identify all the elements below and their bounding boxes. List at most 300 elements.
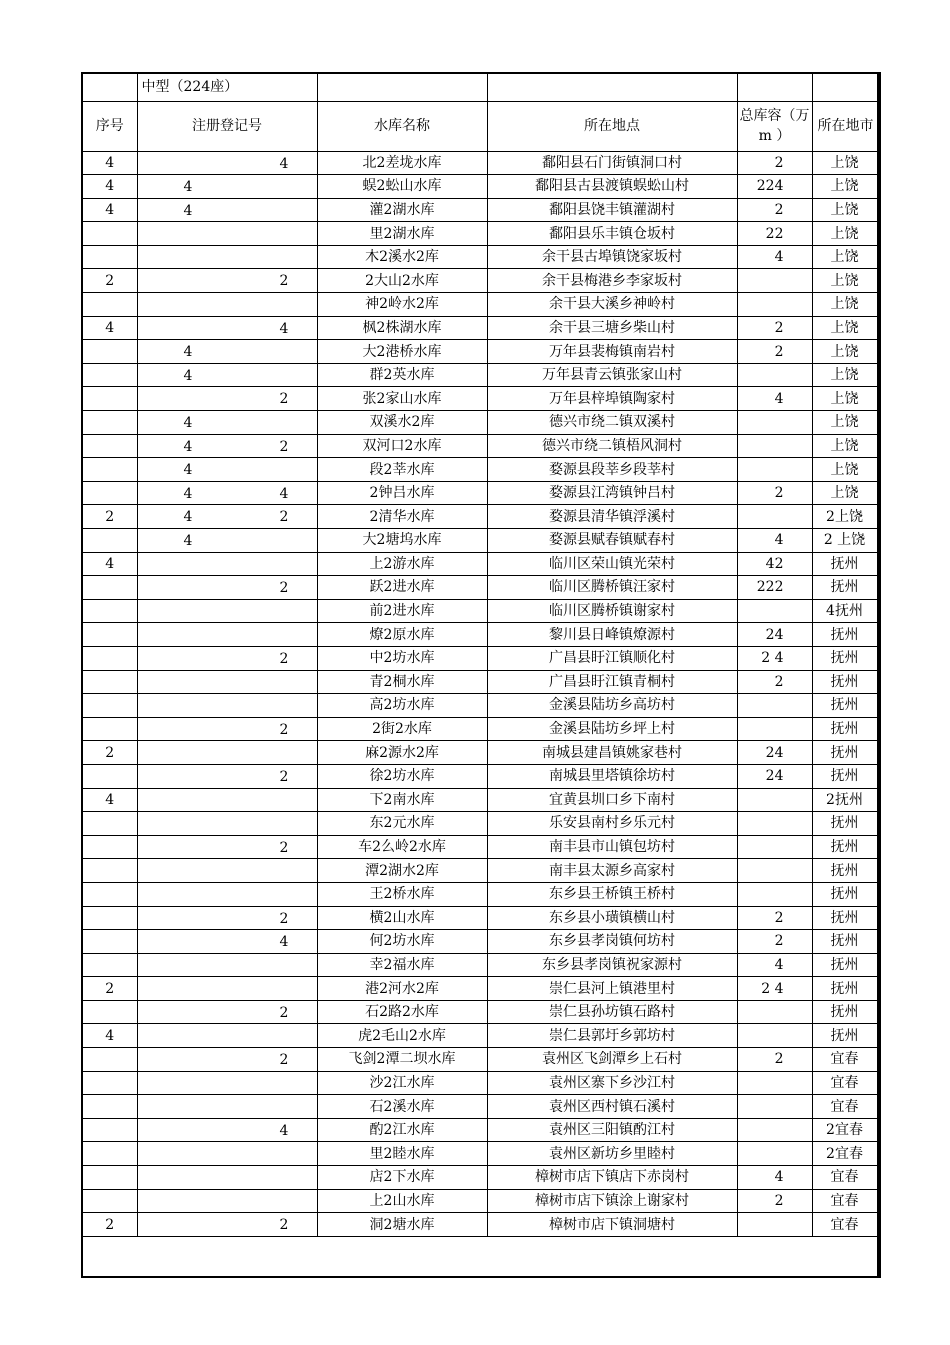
row-capacity: 2 4	[737, 646, 812, 670]
row-capacity: 4	[737, 529, 812, 553]
row-location: 临川区腾桥镇汪家村	[487, 576, 737, 600]
table-row	[83, 151, 879, 175]
row-location: 东乡县孝岗镇何坊村	[487, 930, 737, 954]
row-name: 港2河水2库	[317, 977, 487, 1001]
row-reg	[137, 552, 317, 576]
row-capacity	[737, 1118, 812, 1142]
row-no	[83, 694, 137, 718]
row-name: 徐2坊水库	[317, 764, 487, 788]
row-reg-a: 4	[183, 367, 193, 384]
table-row	[83, 906, 879, 930]
row-city: 2宜春	[812, 1118, 879, 1142]
table-row	[83, 1189, 879, 1213]
row-name: 潭2湖水2库	[317, 859, 487, 883]
row-city: 抚州	[812, 835, 879, 859]
row-capacity	[737, 694, 812, 718]
row-location: 鄱阳县石门街镇洞口村	[487, 151, 737, 175]
row-reg-b: 2	[279, 1004, 289, 1021]
row-reg	[137, 151, 317, 175]
row-city: 上饶	[812, 458, 879, 482]
section-blank-cell	[83, 74, 137, 101]
row-no	[83, 529, 137, 553]
row-reg-a: 4	[183, 509, 193, 526]
header-no: 序号	[83, 101, 137, 151]
row-city: 2 上饶	[812, 529, 879, 553]
row-reg	[137, 1166, 317, 1190]
table-row	[83, 1095, 879, 1119]
table-row	[83, 882, 879, 906]
header-city: 所在地市	[812, 101, 879, 151]
table-row	[83, 788, 879, 812]
table-row	[83, 552, 879, 576]
row-name: 麻2源水2库	[317, 741, 487, 765]
row-location: 余干县大溪乡神岭村	[487, 293, 737, 317]
row-name: 虎2毛山2水库	[317, 1024, 487, 1048]
row-city: 上饶	[812, 411, 879, 435]
row-reg	[137, 387, 317, 411]
row-no	[83, 434, 137, 458]
row-no	[83, 859, 137, 883]
header-capacity: 总库容（万m ）	[737, 101, 812, 151]
row-location: 东乡县王桥镇王桥村	[487, 882, 737, 906]
row-city: 上饶	[812, 363, 879, 387]
row-location: 余干县梅港乡李家坂村	[487, 269, 737, 293]
row-no	[83, 930, 137, 954]
table-row	[83, 1048, 879, 1072]
table-row	[83, 316, 879, 340]
row-location: 婺源县江湾镇钟吕村	[487, 481, 737, 505]
row-capacity	[737, 835, 812, 859]
section-row	[83, 74, 879, 101]
row-city: 抚州	[812, 694, 879, 718]
row-reg-b: 4	[279, 485, 289, 502]
table-row	[83, 198, 879, 222]
row-name: 横2山水库	[317, 906, 487, 930]
row-name: 段2莘水库	[317, 458, 487, 482]
row-city: 抚州	[812, 953, 879, 977]
row-capacity: 2	[737, 1189, 812, 1213]
table-row	[83, 1166, 879, 1190]
row-city: 2宜春	[812, 1142, 879, 1166]
table-row	[83, 670, 879, 694]
row-name: 里2湖水库	[317, 222, 487, 246]
row-reg-b: 2	[279, 273, 289, 290]
row-name: 木2溪水2库	[317, 245, 487, 269]
row-city: 上饶	[812, 151, 879, 175]
table-row	[83, 812, 879, 836]
table-row	[83, 599, 879, 623]
row-reg	[137, 1048, 317, 1072]
row-city: 抚州	[812, 859, 879, 883]
row-location: 袁州区三阳镇酌江村	[487, 1118, 737, 1142]
table-row	[83, 1213, 879, 1237]
row-city: 抚州	[812, 764, 879, 788]
row-reg-b: 4	[279, 1122, 289, 1139]
row-reg	[137, 1095, 317, 1119]
row-reg-b: 2	[279, 839, 289, 856]
row-no	[83, 1048, 137, 1072]
row-city: 抚州	[812, 812, 879, 836]
row-location: 袁州区飞剑潭乡上石村	[487, 1048, 737, 1072]
table-row	[83, 411, 879, 435]
row-reg-a: 4	[183, 179, 193, 196]
row-no	[83, 458, 137, 482]
row-location: 樟树市店下镇涂上谢家村	[487, 1189, 737, 1213]
table-row	[83, 481, 879, 505]
row-capacity: 2 4	[737, 977, 812, 1001]
row-name: 大2塘坞水库	[317, 529, 487, 553]
row-no: 4	[83, 788, 137, 812]
right-border	[877, 72, 881, 1278]
row-city: 宜春	[812, 1213, 879, 1237]
row-name: 北2差垅水库	[317, 151, 487, 175]
row-city: 抚州	[812, 930, 879, 954]
row-location: 广昌县盱江镇顺化村	[487, 646, 737, 670]
row-capacity: 24	[737, 623, 812, 647]
row-reg-b: 2	[279, 650, 289, 667]
row-capacity	[737, 269, 812, 293]
row-capacity	[737, 1024, 812, 1048]
row-location: 临川区腾桥镇谢家村	[487, 599, 737, 623]
row-location: 黎川县日峰镇燎源村	[487, 623, 737, 647]
row-location: 南城县里塔镇徐坊村	[487, 764, 737, 788]
row-location: 袁州区西村镇石溪村	[487, 1095, 737, 1119]
row-city: 上饶	[812, 198, 879, 222]
header-location: 所在地点	[487, 101, 737, 151]
row-capacity	[737, 293, 812, 317]
row-city: 抚州	[812, 906, 879, 930]
row-name: 前2进水库	[317, 599, 487, 623]
row-location: 婺源县赋春镇赋春村	[487, 529, 737, 553]
row-capacity: 222	[737, 576, 812, 600]
row-reg	[137, 458, 317, 482]
row-reg	[137, 316, 317, 340]
row-no	[83, 1189, 137, 1213]
table-row	[83, 387, 879, 411]
row-reg	[137, 1142, 317, 1166]
row-reg	[137, 882, 317, 906]
row-no	[83, 481, 137, 505]
row-city: 宜春	[812, 1189, 879, 1213]
header-row	[83, 101, 879, 151]
row-location: 万年县裴梅镇南岩村	[487, 340, 737, 364]
row-no: 4	[83, 316, 137, 340]
row-reg	[137, 812, 317, 836]
row-no	[83, 387, 137, 411]
row-reg	[137, 1213, 317, 1237]
row-no	[83, 1071, 137, 1095]
table-row	[83, 576, 879, 600]
row-city: 上饶	[812, 222, 879, 246]
row-reg	[137, 198, 317, 222]
row-reg-b: 2	[279, 1217, 289, 1234]
table-row	[83, 930, 879, 954]
table-row	[83, 741, 879, 765]
row-no	[83, 599, 137, 623]
row-capacity: 2	[737, 670, 812, 694]
row-capacity: 2	[737, 151, 812, 175]
row-no	[83, 717, 137, 741]
table-row	[83, 977, 879, 1001]
row-name: 中2坊水库	[317, 646, 487, 670]
row-reg	[137, 340, 317, 364]
row-reg-a: 4	[183, 438, 193, 455]
row-no: 2	[83, 269, 137, 293]
row-reg-a: 4	[183, 485, 193, 502]
header-reg: 注册登记号	[137, 101, 317, 151]
row-name: 酌2江水库	[317, 1118, 487, 1142]
table-row	[83, 363, 879, 387]
row-no	[83, 293, 137, 317]
row-no	[83, 1142, 137, 1166]
row-reg-b: 2	[279, 1052, 289, 1069]
row-capacity	[737, 458, 812, 482]
row-reg	[137, 717, 317, 741]
row-location: 崇仁县孙坊镇石路村	[487, 1000, 737, 1024]
row-city: 抚州	[812, 552, 879, 576]
row-city: 上饶	[812, 387, 879, 411]
row-reg	[137, 245, 317, 269]
row-name: 石2路2水库	[317, 1000, 487, 1024]
row-capacity	[737, 363, 812, 387]
table-row	[83, 623, 879, 647]
row-capacity: 42	[737, 552, 812, 576]
row-no: 2	[83, 505, 137, 529]
row-no	[83, 1166, 137, 1190]
row-no: 4	[83, 1024, 137, 1048]
row-city: 抚州	[812, 882, 879, 906]
row-no: 2	[83, 741, 137, 765]
row-no	[83, 953, 137, 977]
table-row	[83, 458, 879, 482]
row-reg	[137, 646, 317, 670]
table-row	[83, 434, 879, 458]
row-reg	[137, 835, 317, 859]
reservoir-table	[83, 74, 880, 1237]
table-row	[83, 859, 879, 883]
row-reg-b: 2	[279, 910, 289, 927]
row-name: 王2桥水库	[317, 882, 487, 906]
row-city: 抚州	[812, 1000, 879, 1024]
table-row	[83, 1071, 879, 1095]
row-city: 抚州	[812, 1024, 879, 1048]
row-name: 洞2塘水库	[317, 1213, 487, 1237]
row-reg	[137, 175, 317, 199]
section-title: 中型（224座）	[137, 74, 317, 101]
row-reg	[137, 434, 317, 458]
row-reg-a: 4	[183, 533, 193, 549]
row-no: 2	[83, 977, 137, 1001]
row-capacity: 24	[737, 741, 812, 765]
table-row	[83, 340, 879, 364]
row-capacity: 2	[737, 316, 812, 340]
row-capacity	[737, 812, 812, 836]
row-city: 抚州	[812, 741, 879, 765]
row-city: 2抚州	[812, 788, 879, 812]
table-row	[83, 222, 879, 246]
row-location: 袁州区寨下乡沙江村	[487, 1071, 737, 1095]
row-capacity: 24	[737, 764, 812, 788]
row-location: 南丰县太源乡高家村	[487, 859, 737, 883]
row-reg-b: 2	[279, 580, 289, 597]
row-location: 万年县梓埠镇陶家村	[487, 387, 737, 411]
row-city: 2上饶	[812, 505, 879, 529]
row-reg-a: 4	[183, 344, 193, 361]
row-city: 上饶	[812, 340, 879, 364]
row-city: 上饶	[812, 293, 879, 317]
row-name: 蜈2蚣山水库	[317, 175, 487, 199]
row-city: 上饶	[812, 269, 879, 293]
row-capacity: 2	[737, 198, 812, 222]
row-no	[83, 363, 137, 387]
row-city: 抚州	[812, 977, 879, 1001]
row-location: 崇仁县河上镇港里村	[487, 977, 737, 1001]
row-reg	[137, 529, 317, 553]
row-capacity	[737, 859, 812, 883]
row-reg	[137, 906, 317, 930]
row-capacity: 2	[737, 906, 812, 930]
row-reg	[137, 977, 317, 1001]
row-no	[83, 1095, 137, 1119]
row-no: 4	[83, 175, 137, 199]
row-location: 广昌县盱江镇青桐村	[487, 670, 737, 694]
row-name: 东2元水库	[317, 812, 487, 836]
row-no	[83, 1000, 137, 1024]
row-capacity: 4	[737, 953, 812, 977]
row-reg	[137, 1118, 317, 1142]
row-city: 上饶	[812, 175, 879, 199]
row-location: 鄱阳县饶丰镇灌湖村	[487, 198, 737, 222]
row-reg	[137, 411, 317, 435]
row-name: 上2山水库	[317, 1189, 487, 1213]
table-row	[83, 1118, 879, 1142]
row-no	[83, 906, 137, 930]
row-no	[83, 623, 137, 647]
row-name: 2大山2水库	[317, 269, 487, 293]
table-row	[83, 953, 879, 977]
row-reg	[137, 505, 317, 529]
row-reg	[137, 363, 317, 387]
row-city: 上饶	[812, 434, 879, 458]
row-reg-b: 2	[279, 721, 289, 738]
row-capacity: 224	[737, 175, 812, 199]
row-reg	[137, 293, 317, 317]
row-capacity	[737, 1000, 812, 1024]
row-location: 乐安县南村乡乐元村	[487, 812, 737, 836]
row-capacity	[737, 1095, 812, 1119]
row-name: 双河口2水库	[317, 434, 487, 458]
row-city: 上饶	[812, 481, 879, 505]
row-reg-b: 2	[279, 438, 289, 455]
table-row	[83, 1142, 879, 1166]
row-location: 余干县古埠镇饶家坂村	[487, 245, 737, 269]
row-location: 樟树市店下镇店下赤岗村	[487, 1166, 737, 1190]
row-capacity	[737, 717, 812, 741]
row-capacity	[737, 882, 812, 906]
row-location: 东乡县孝岗镇祝家源村	[487, 953, 737, 977]
row-city: 4抚州	[812, 599, 879, 623]
row-reg	[137, 788, 317, 812]
row-no: 4	[83, 552, 137, 576]
row-reg	[137, 269, 317, 293]
row-capacity	[737, 434, 812, 458]
row-city: 上饶	[812, 245, 879, 269]
row-name: 双溪水2库	[317, 411, 487, 435]
row-no	[83, 882, 137, 906]
row-capacity	[737, 1071, 812, 1095]
row-no	[83, 1118, 137, 1142]
row-capacity	[737, 599, 812, 623]
row-location: 婺源县清华镇浮溪村	[487, 505, 737, 529]
row-name: 青2桐水库	[317, 670, 487, 694]
row-reg	[137, 930, 317, 954]
row-reg	[137, 1000, 317, 1024]
table-row	[83, 694, 879, 718]
row-location: 樟树市店下镇洞塘村	[487, 1213, 737, 1237]
row-city: 抚州	[812, 576, 879, 600]
row-reg	[137, 623, 317, 647]
row-capacity	[737, 411, 812, 435]
row-name: 跃2进水库	[317, 576, 487, 600]
row-name: 上2游水库	[317, 552, 487, 576]
row-name: 下2南水库	[317, 788, 487, 812]
row-name: 2清华水库	[317, 505, 487, 529]
row-no	[83, 245, 137, 269]
row-name: 里2睦水库	[317, 1142, 487, 1166]
row-name: 燎2原水库	[317, 623, 487, 647]
table-row	[83, 835, 879, 859]
row-location: 宜黄县圳口乡下南村	[487, 788, 737, 812]
row-no	[83, 764, 137, 788]
row-name: 2街2水库	[317, 717, 487, 741]
row-capacity: 2	[737, 481, 812, 505]
row-reg-a: 4	[183, 462, 193, 479]
row-no	[83, 576, 137, 600]
row-capacity: 2	[737, 340, 812, 364]
row-reg	[137, 481, 317, 505]
row-city: 宜春	[812, 1166, 879, 1190]
row-reg	[137, 741, 317, 765]
row-reg-b: 4	[279, 155, 289, 172]
row-name: 沙2江水库	[317, 1071, 487, 1095]
row-city: 上饶	[812, 316, 879, 340]
row-location: 婺源县段莘乡段莘村	[487, 458, 737, 482]
row-no: 4	[83, 198, 137, 222]
row-reg	[137, 1071, 317, 1095]
table-row	[83, 505, 879, 529]
row-name: 幸2福水库	[317, 953, 487, 977]
row-reg-a: 4	[183, 202, 193, 219]
header-name: 水库名称	[317, 101, 487, 151]
row-capacity	[737, 1213, 812, 1237]
row-reg	[137, 953, 317, 977]
row-capacity: 4	[737, 387, 812, 411]
row-reg	[137, 694, 317, 718]
table-row	[83, 1024, 879, 1048]
row-capacity	[737, 1142, 812, 1166]
row-no: 4	[83, 151, 137, 175]
row-reg-a: 4	[183, 415, 193, 432]
row-location: 鄱阳县乐丰镇仓坂村	[487, 222, 737, 246]
table-row	[83, 764, 879, 788]
row-reg-b: 2	[279, 391, 289, 408]
row-location: 德兴市绕二镇梧风洞村	[487, 434, 737, 458]
row-reg	[137, 1024, 317, 1048]
row-name: 高2坊水库	[317, 694, 487, 718]
row-capacity: 2	[737, 930, 812, 954]
row-name: 何2坊水库	[317, 930, 487, 954]
row-location: 金溪县陆坊乡坪上村	[487, 717, 737, 741]
